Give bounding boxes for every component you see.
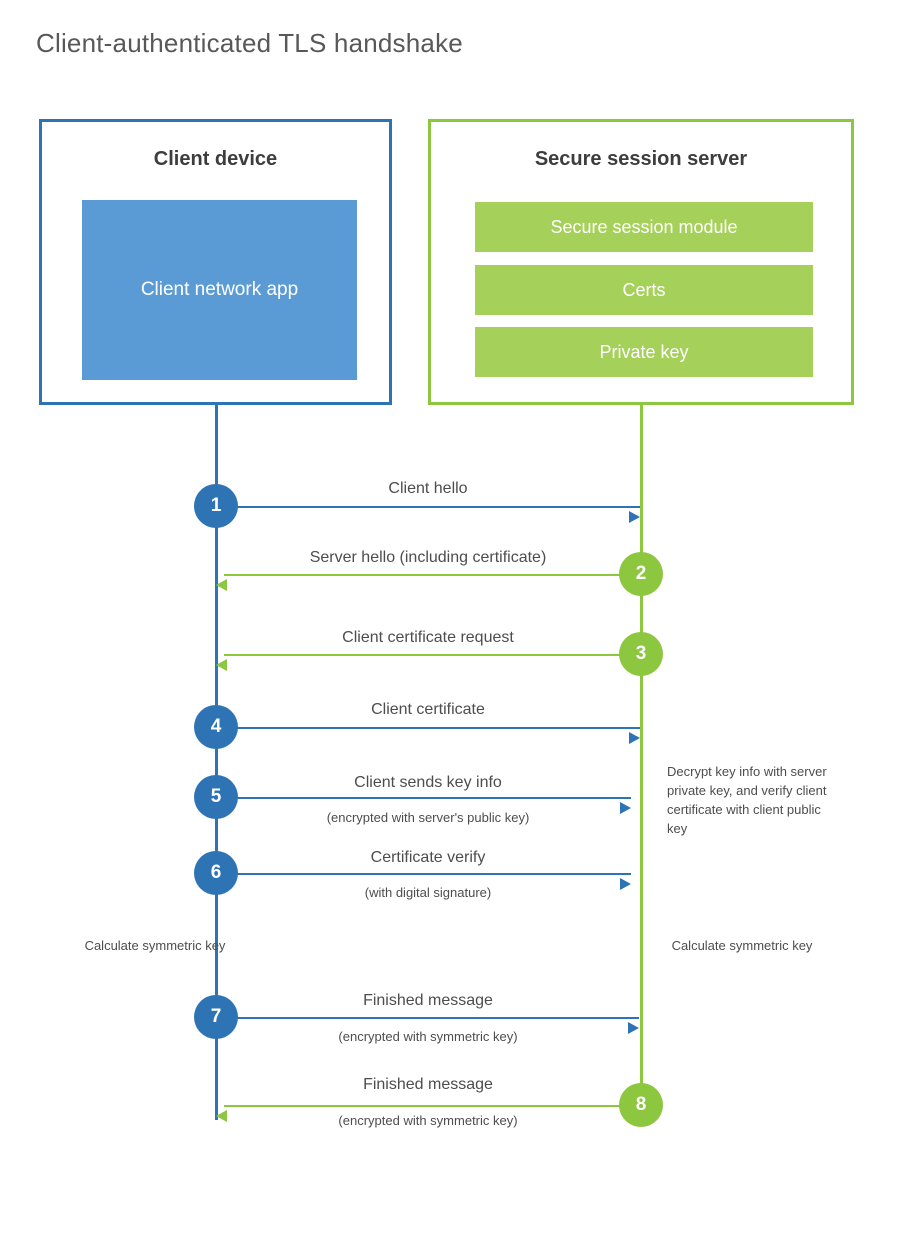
message-4-arrowhead xyxy=(629,732,640,744)
message-8-line xyxy=(224,1105,640,1107)
note-server-decrypt: Decrypt key info with server private key, and verify client certificate with client public key xyxy=(667,764,827,836)
message-8-label: Finished message xyxy=(363,1076,493,1093)
message-1-label: Client hello xyxy=(388,480,468,497)
server-component-certs: Certs xyxy=(475,265,813,315)
note-client-calculate-symmetric-key: Calculate symmetric key xyxy=(84,938,226,953)
message-4-label: Client certificate xyxy=(371,701,485,718)
step-marker-2: 2 xyxy=(619,552,663,596)
message-8-sublabel: (encrypted with symmetric key) xyxy=(338,1113,518,1128)
step-marker-6: 6 xyxy=(194,851,238,895)
message-6-sublabel: (with digital signature) xyxy=(364,885,492,900)
message-7-line xyxy=(216,1017,639,1019)
message-7-label: Finished message xyxy=(363,992,493,1009)
message-6-label: Certificate verify xyxy=(370,849,486,866)
message-5-line xyxy=(216,797,631,799)
secure-session-server-box xyxy=(428,119,854,405)
step-marker-8: 8 xyxy=(619,1083,663,1127)
step-marker-4: 4 xyxy=(194,705,238,749)
secure-session-server-title: Secure session server xyxy=(534,148,748,170)
client-network-app-block: Client network app xyxy=(82,200,357,380)
message-5-sublabel: (encrypted with server's public key) xyxy=(326,810,530,825)
message-6-line xyxy=(216,873,631,875)
server-component-secure-session-module: Secure session module xyxy=(475,202,813,252)
message-5-label: Client sends key info xyxy=(354,774,502,791)
step-marker-1: 1 xyxy=(194,484,238,528)
message-2-arrowhead xyxy=(216,579,227,591)
message-1-arrowhead xyxy=(629,511,640,523)
message-2-line xyxy=(224,574,640,576)
message-7-sublabel: (encrypted with symmetric key) xyxy=(338,1029,518,1044)
message-4-line xyxy=(216,727,640,729)
step-marker-7: 7 xyxy=(194,995,238,1039)
message-3-line xyxy=(224,654,640,656)
client-device-box xyxy=(39,119,392,405)
message-1-line xyxy=(216,506,640,508)
step-marker-3: 3 xyxy=(619,632,663,676)
message-2-label: Server hello (including certificate) xyxy=(309,549,547,566)
message-3-label: Client certificate request xyxy=(342,629,514,646)
server-component-private-key: Private key xyxy=(475,327,813,377)
step-marker-5: 5 xyxy=(194,775,238,819)
client-device-title: Client device xyxy=(153,148,278,170)
note-server-calculate-symmetric-key: Calculate symmetric key xyxy=(671,938,813,953)
message-3-arrowhead xyxy=(216,659,227,671)
page-title: Client-authenticated TLS handshake xyxy=(36,28,463,58)
